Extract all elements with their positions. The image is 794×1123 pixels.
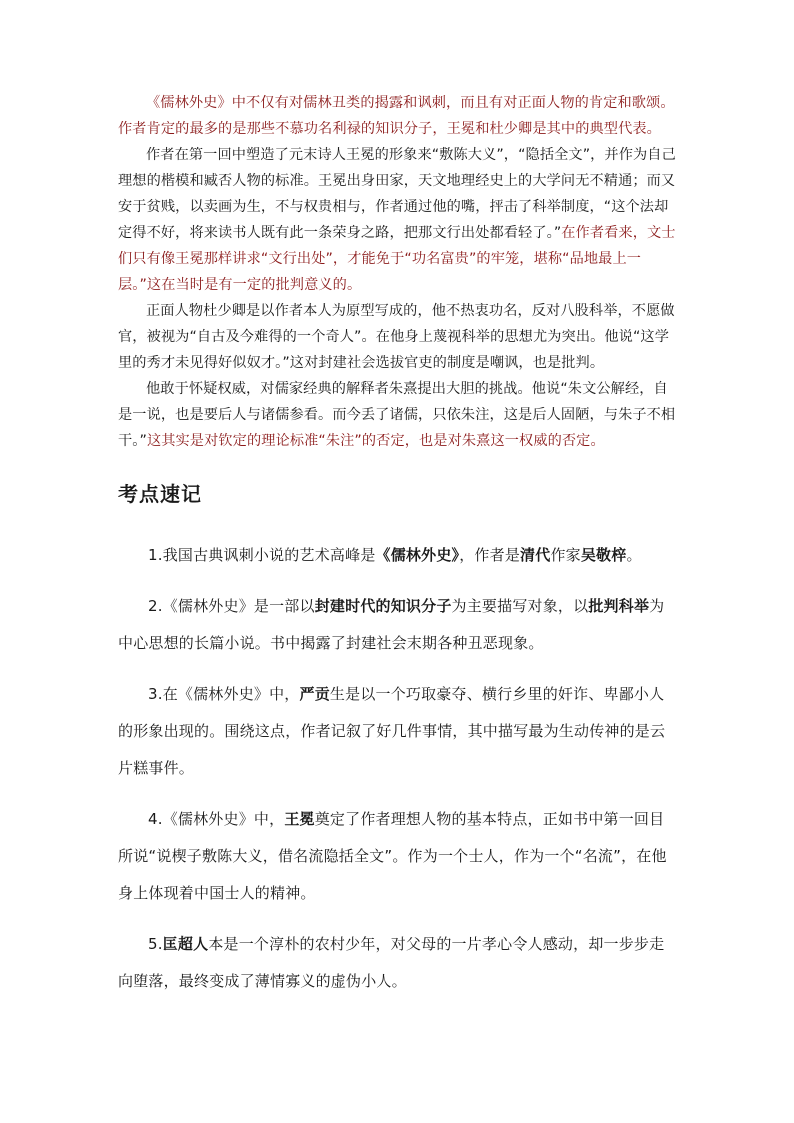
- intro-paragraph-4: [118, 376, 678, 454]
- key-point-5: [118, 926, 678, 1000]
- key-point-4-bold-name: 王冕: [284, 810, 315, 828]
- intro-section: [118, 90, 678, 454]
- key-point-2-text-e: 为中心思想的长篇小说。书中揭露了封建社会末期各种丑恶现象。: [118, 597, 665, 652]
- key-point-2-bold-subject: 封建时代的知识分子: [314, 597, 452, 615]
- key-point-4-text-c: 奠定了作者理想人物的基本特点，正如书中第一回目所说“说楔子敷陈大义，借名流隐括全文”。作为一个士人，作为一个“名流”，在他身上体现着中国士人的精神。: [118, 810, 667, 902]
- intro-paragraph-3: 正面人物杜少卿是以作者本人为原型写成的，他不热衷功名，反对八股科举，不愿做官，被视为“自古及今难得的一个奇人”。在他身上蔑视科举的思想尤为突出。他说“这学里的秀才未见得好似奴才。”这对封建社会选拔官吏的制度是嘲讽，也是批判。: [118, 303, 675, 371]
- key-point-1: [118, 537, 678, 574]
- key-point-3-text-a: 3.在《儒林外史》中，: [148, 685, 300, 703]
- key-point-1-text-c: ，作者是: [459, 546, 521, 564]
- intro-paragraph-2: [118, 142, 678, 298]
- key-point-1-text-a: 1.我国古典讽刺小说的艺术高峰是: [148, 546, 376, 564]
- key-points-list: [118, 537, 678, 1000]
- key-point-4-text-a: 4.《儒林外史》中，: [148, 810, 285, 828]
- key-point-2-bold-theme: 批判科举: [588, 597, 650, 615]
- key-point-1-bold-dynasty: 清代: [520, 546, 551, 564]
- key-point-5-bold-name: 匡超人: [162, 935, 209, 953]
- key-point-4: [118, 801, 678, 912]
- key-point-1-text-e: 作家: [550, 546, 581, 564]
- intro-paragraph-2-text: 作者在第一回中塑造了元末诗人王冕的形象来“敷陈大义”，“隐括全文”，并作为自己理想的楷模和臧否人物的标准。王冕出身田家，天文地理经史上的大学问无不精通；而又安于贫贱，以卖画为生，不与权贵相与，作者通过他的嘴，抨击了科举制度，“这个法却定得不好，将来读书人既有此一条荣身之路，把那文行出处都看轻了。”: [118, 147, 676, 241]
- intro-paragraph-1: 《儒林外史》中不仅有对儒林丑类的揭露和讽刺，而且有对正面人物的肯定和歌颂。作者肯定的最多的是那些不慕功名利禄的知识分子，王冕和杜少卿是其中的典型代表。: [118, 95, 675, 137]
- key-point-2-text-c: 为主要描写对象，以: [451, 597, 589, 615]
- key-point-3-bold-name: 严贡: [299, 685, 330, 703]
- key-point-1-bold-title: 《儒林外史》: [375, 546, 460, 564]
- intro-paragraph-4-text: 他敢于怀疑权威，对儒家经典的解释者朱熹提出大胆的挑战。他说“朱文公解经，自是一说，也是要后人与诸儒参看。而今丢了诸儒，只依朱注，这是后人固陋，与朱子不相干。”: [118, 381, 676, 449]
- key-point-2-text-a: 2.《儒林外史》是一部以: [148, 597, 315, 615]
- section-title: 考点速记: [118, 482, 202, 506]
- document-page: [118, 90, 678, 1014]
- intro-paragraph-4-highlight: 这其实是对钦定的理论标准“朱注”的否定，也是对朱熹这一权威的否定。: [146, 433, 605, 449]
- key-point-5-text-c: 本是一个淳朴的农村少年，对父母的一片孝心令人感动，却一步步走向堕落，最终变成了薄情寡义的虚伪小人。: [118, 935, 665, 990]
- key-point-5-text-a: 5.: [148, 935, 163, 953]
- intro-paragraph-2-highlight: 在作者看来，文士们只有像王冕那样讲求“文行出处”，才能免于“功名富贵”的牢笼，堪称“品地最上一层。”这在当时是有一定的批判意义的。: [118, 225, 676, 293]
- key-point-1-bold-author: 吴敬梓: [580, 546, 627, 564]
- key-point-3: [118, 676, 678, 787]
- key-point-1-text-g: 。: [626, 546, 642, 564]
- key-point-2: [118, 588, 678, 662]
- key-point-3-text-c: 生是以一个巧取豪夺、横行乡里的奸诈、卑鄙小人的形象出现的。围绕这点，作者记叙了好几件事情，其中描写最为生动传神的是云片糕事件。: [118, 685, 666, 777]
